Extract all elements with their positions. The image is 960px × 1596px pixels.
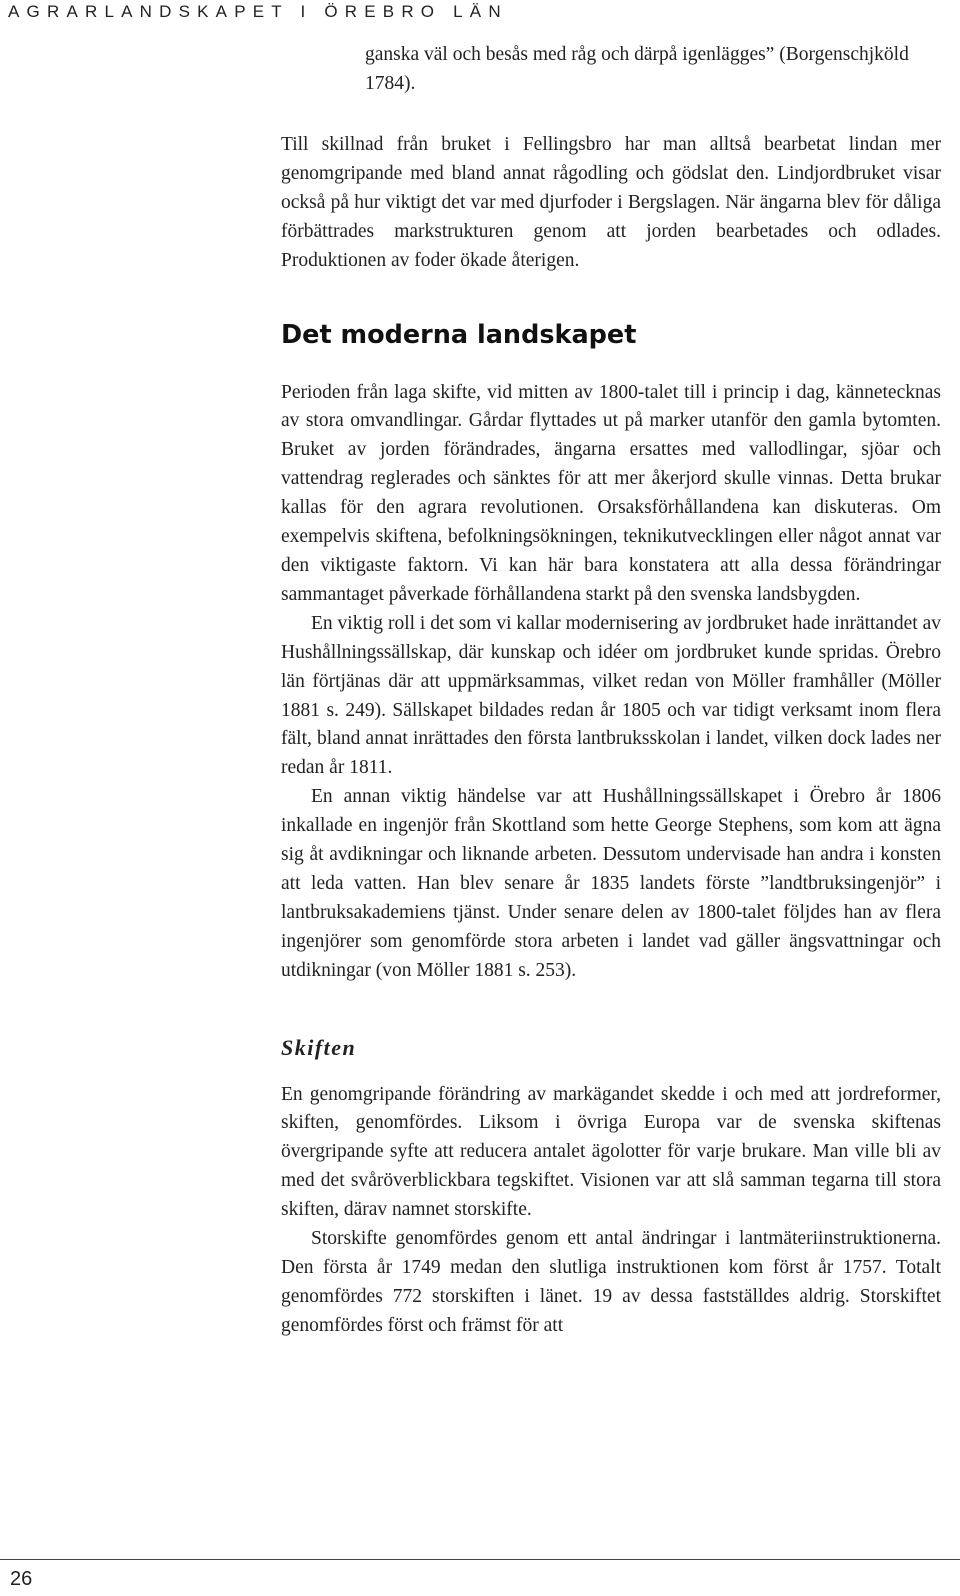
- paragraph-storskifte: Storskifte genomfördes genom ett antal ändringar i lantmäteriinstruktionerna. Den första år 1749 medan den slutliga instruktionen kom först år 1757. Totalt genomfördes 772 storskiften i länet. 19 av dessa fastställdes aldrig. Storskiftet genomfördes först och främst för att: [281, 1228, 941, 1336]
- paragraph-hushallningssallskap: En viktig roll i det som vi kallar modernisering av jordbruket hade inrättandet av Hushållningssällskap, där kunskap och idéer om jordbruket kunde spridas. Örebro län förtjänas där att uppmärksammas, vilket redan von Möller framhåller (Möller 1881 s. 249). Sällskapet bildades redan år 1805 och var tidigt verksamt inom flera fält, bland annat inrättades den första lantbruksskolan i landet, vilken dock lades ner redan år 1811.: [281, 612, 941, 779]
- paragraph-laga-skifte: Perioden från laga skifte, vid mitten av 1800-talet till i princip i dag, kännetecknas av stora omvandlingar. Gårdar flyttades ut på marker utanför den gamla bytomten. Bruket av jorden förändrades, ängarna ersattes med vallodlingar, sjöar och vattendrag reglerades och sänktes för att mer åkerjord skulle vinnas. Detta brukar kallas för den agrara revolutionen. Orsaksförhållandena kan diskuteras. Om exempelvis skiftena, befolkningsökningen, teknikutvecklingen eller något annat var den viktigaste faktorn. Vi kan här bara konstatera att alla dessa förändringar sammantaget påverkade förhållandena starkt på den svenska landsbygden.: [281, 381, 941, 605]
- page-body: [281, 40, 941, 1341]
- paragraph-george-stephens: En annan viktig händelse var att Hushållningssällskapet i Örebro år 1806 inkallade en ingenjör från Skottland som hette George Stephens, som kom att ägna sig åt avdikningar och liknande arbeten. Dessutom undervisade han andra i konsten att leda vatten. Han blev senare år 1835 landets förste ”landtbruksingenjör” i lantbruksakademiens tjänst. Under senare delen av 1800-talet följdes han av flera ingenjörer som genomförde stora arbeten i landet vad gäller ängsvattningar och utdikningar (von Möller 1881 s. 253).: [281, 786, 941, 981]
- footer-divider: [0, 1559, 960, 1560]
- section-heading-moderna-landskapet: Det moderna landskapet: [281, 319, 637, 350]
- quote-continuation: ganska väl och besås med råg och därpå igenlägges” (Borgenschjköld 1784).: [365, 44, 909, 94]
- running-header: AGRARLANDSKAPET I ÖREBRO LÄN: [8, 2, 508, 21]
- page-number: 26: [10, 1568, 33, 1590]
- paragraph-lindjordbruk: Till skillnad från bruket i Fellingsbro har man alltså bearbetat lindan mer genomgripande med bland annat rågodling och gödslat den. Lindjordbruket visar också på hur viktigt det var med djurfoder i Bergslagen. När ängarna blev för dåliga förbättrades markstrukturen genom att jorden bearbetades och odlades. Produktionen av foder ökade återigen.: [281, 134, 941, 271]
- paragraph-jordreformer: En genomgripande förändring av markägandet skedde i och med att jordreformer, skiften, genomfördes. Liksom i övriga Europa var de svenska skiftenas övergripande syfte att reducera antalet ägolotter för varje brukare. Man ville bli av med det svåröverblickbara tegskiftet. Visionen var att slå samman tegarna till stora skiften, därav namnet storskifte.: [281, 1083, 941, 1221]
- subsection-heading-skiften: Skiften: [281, 1034, 357, 1060]
